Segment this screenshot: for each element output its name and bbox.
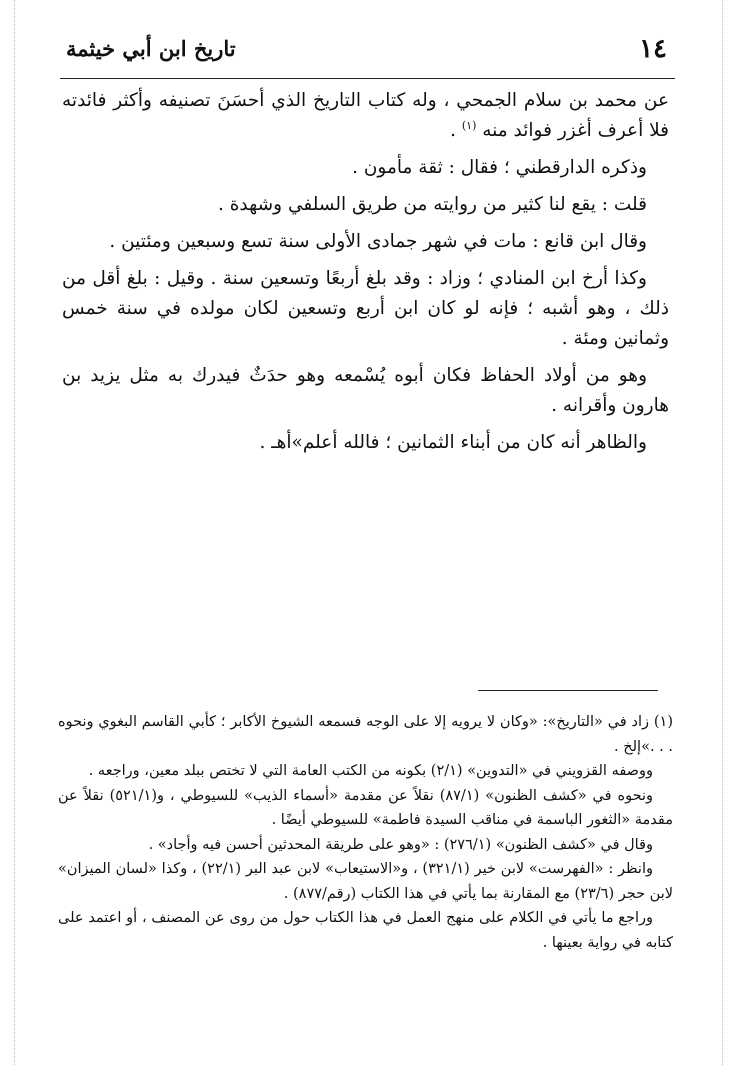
page-number: ١٤ xyxy=(639,34,667,64)
running-title: تاريخ ابن أبي خيثمة xyxy=(66,36,236,61)
paragraph-1-end: . xyxy=(450,120,462,141)
footnote-1-note-2: ووصفه القزويني في «التدوين» (٢/١) بكونه من الكتب العامة التي لا تختص ببلد معين، وراجعه . xyxy=(88,763,653,779)
scan-edge-left xyxy=(14,0,15,1065)
footnote-1: (١) زاد في «التاريخ»: «وكان لا يرويه إلا على الوجه فسمعه الشيوخ الأكابر ؛ كأبي القاسم البغوي ونحوه . . .»إلخ . xyxy=(58,714,673,755)
paragraph-1 xyxy=(62,86,669,146)
paragraph-3: قلت : يقع لنا كثير من روايته من طريق السلفي وشهدة . xyxy=(217,194,647,215)
footnote-1-note-6: وراجع ما يأتي في الكلام على منهج العمل في هذا الكتاب حول من روى عن المصنف ، أو اعتمد على كتابه في رواية بعينها . xyxy=(58,910,673,951)
paragraph-2: وذكره الدارقطني ؛ فقال : ثقة مأمون . xyxy=(352,157,647,178)
footnote-1-note-3: ونحوه في «كشف الظنون» (٨٧/١) نقلاً عن مقدمة «أسماء الذيب» للسيوطي ، و(٥٢١/١) نقلاً عن مقدمة «الثغور الباسمة في مناقب السيدة فاطمة» للسيوطي أيضًا . xyxy=(58,787,673,828)
paragraph-7: والظاهر أنه كان من أبناء الثمانين ؛ فالله أعلم»أهـ . xyxy=(259,432,647,453)
footnote-reference-1: (١) xyxy=(461,118,477,132)
paragraph-5: وكذا أرخ ابن المنادي ؛ وزاد : وقد بلغ أربعًا وتسعين سنة . وقيل : بلغ أقل من ذلك ، وهو أشبه ؛ فإنه لو كان ابن أربع وتسعين لكان مولده في سنة خمس وثمانين ومئة . xyxy=(62,268,669,349)
paragraph-6: وهو من أولاد الحفاظ فكان أبوه يُسْمعه وهو حدَثٌ فيدرك به مثل يزيد بن هارون وأقرانه . xyxy=(62,365,669,416)
footnote-1-note-5: وانظر : «الفهرست» لابن خير (٣٢١/١) ، و«الاستيعاب» لابن عبد البر (٢٢/١) ، وكذا «لسان الميزان» لابن حجر (٢٣/٦) مع المقارنة بما يأتي في هذا الكتاب (رقم/٨٧٧) . xyxy=(58,861,673,902)
scan-edge-right xyxy=(722,0,723,1065)
main-text xyxy=(62,86,669,465)
footnote-separator xyxy=(478,690,658,691)
page-header xyxy=(60,34,675,74)
footnote-1-note-4: وقال في «كشف الظنون» (٢٧٦/١) : «وهو على طريقة المحدثين أحسن فيه وأجاد» . xyxy=(148,836,653,853)
paragraph-4: وقال ابن قانع : مات في شهر جمادى الأولى سنة تسع وسبعين ومئتين . xyxy=(109,231,647,252)
paragraph-1-text: عن محمد بن سلام الجمحي ، وله كتاب التاريخ الذي أحسَنَ تصنيفه وأكثر فائدته فلا أعرف أغزر فوائد منه xyxy=(62,90,669,141)
header-rule xyxy=(60,78,675,79)
footnotes xyxy=(58,710,673,955)
